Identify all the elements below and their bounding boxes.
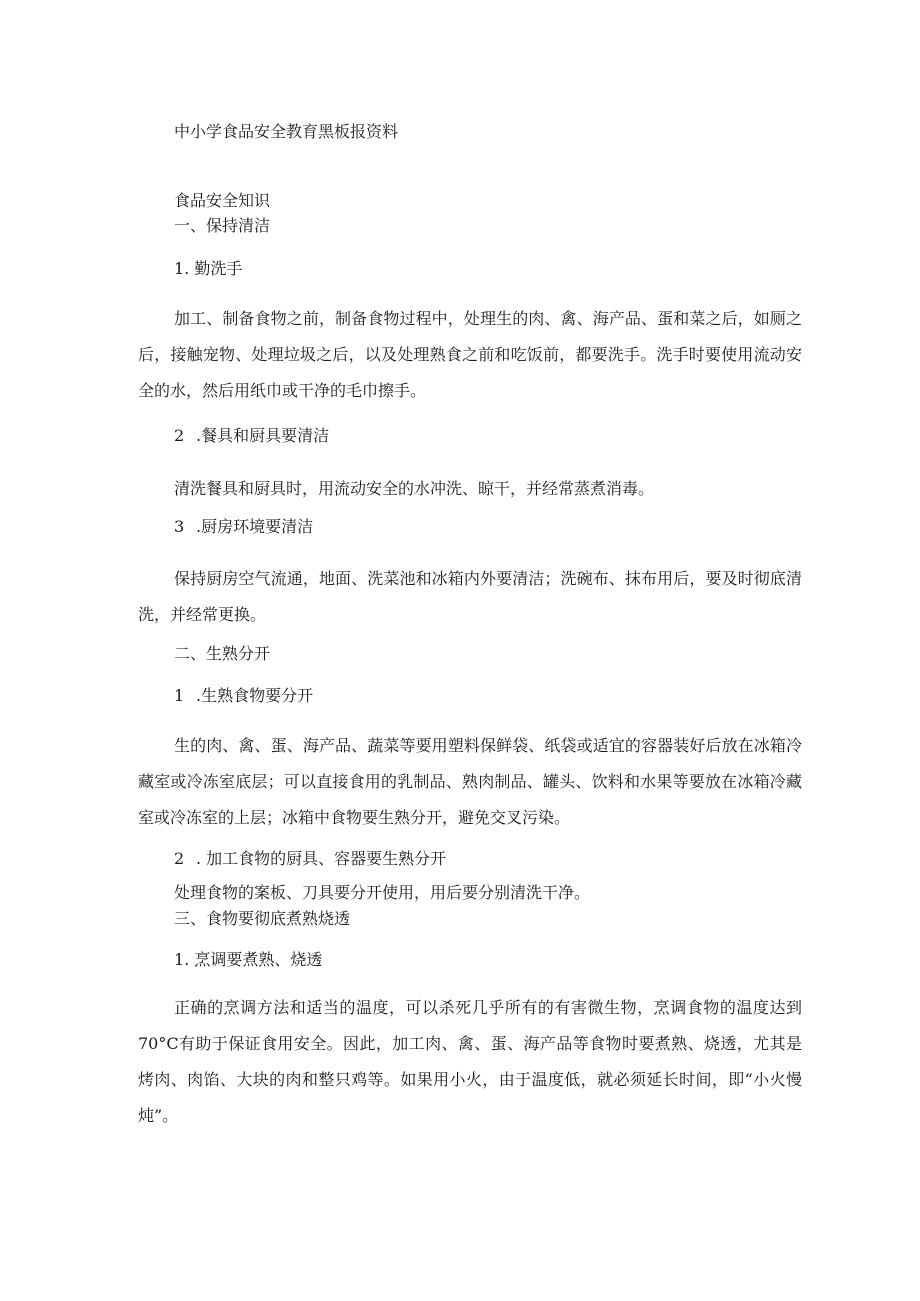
document-subtitle: 食品安全知识 bbox=[174, 191, 271, 210]
section-1-item-2-heading bbox=[174, 426, 329, 446]
section-2-item-1-number: 1 bbox=[174, 686, 185, 705]
section-2-heading: 二、生熟分开 bbox=[174, 644, 271, 663]
section-2-item-2-text: 处理食物的案板、刀具要分开使用，用后要分别清洗干净。 bbox=[174, 883, 591, 902]
section-1-item-2-label: .餐具和厨具要清洁 bbox=[196, 426, 330, 445]
section-1-item-1-label: 1. 勤洗手 bbox=[174, 259, 243, 278]
section-2-item-1-heading bbox=[174, 686, 313, 706]
section-1-item-3-number: 3 bbox=[174, 517, 185, 536]
section-2-item-2-number: 2 bbox=[174, 849, 185, 868]
section-2-item-2-label: . 加工食物的厨具、容器要生熟分开 bbox=[196, 849, 447, 868]
document-title: 中小学食品安全教育黑板报资料 bbox=[174, 122, 399, 141]
section-1-item-2-number: 2 bbox=[174, 426, 185, 445]
section-1-item-2-text: 清洗餐具和厨具时，用流动安全的水冲洗、晾干，并经常蒸煮消毒。 bbox=[174, 479, 655, 498]
section-1-item-1-text: 加工、制备食物之前，制备食物过程中，处理生的肉、禽、海产品、蛋和菜之后，如厕之后，接触宠物、处理垃圾之后，以及处理熟食之前和吃饭前，都要洗手。洗手时要使用流动安全的水，然后用纸巾或干净的毛巾擦手。 bbox=[138, 309, 802, 400]
section-2-item-1-text: 生的肉、禽、蛋、海产品、蔬菜等要用塑料保鲜袋、纸袋或适宜的容器装好后放在冰箱冷藏室或冷冻室底层；可以直接食用的乳制品、熟肉制品、罐头、饮料和水果等要放在冰箱冷藏室或冷冻室的上层；冰箱中食物要生熟分开，避免交叉污染。 bbox=[138, 736, 802, 827]
section-1-item-3-label: .厨房环境要清洁 bbox=[196, 517, 314, 536]
section-2-item-2-heading bbox=[174, 849, 446, 869]
section-3-item-1-text: 正确的烹调方法和适当的温度，可以杀死几乎所有的有害微生物，烹调食物的温度达到 70°C有助于保证食用安全。因此，加工肉、禽、蛋、海产品等食物时要煮熟、烧透，尤其是烤肉、肉馅、大块的肉和整只鸡等。如果用小火，由于温度低，就必须延长时间，即“小火慢炖”。 bbox=[138, 998, 802, 1125]
section-1-heading: 一、保持清洁 bbox=[174, 216, 271, 235]
section-3-heading: 三、食物要彻底煮熟烧透 bbox=[174, 909, 351, 928]
section-1-item-3-heading bbox=[174, 517, 313, 537]
section-2-item-1-label: .生熟食物要分开 bbox=[196, 686, 314, 705]
section-1-item-3-text: 保持厨房空气流通，地面、洗菜池和冰箱内外要清洁；洗碗布、抹布用后，要及时彻底清洗，并经常更换。 bbox=[138, 569, 802, 624]
section-3-item-1-label: 1. 烹调要煮熟、烧透 bbox=[174, 950, 323, 969]
